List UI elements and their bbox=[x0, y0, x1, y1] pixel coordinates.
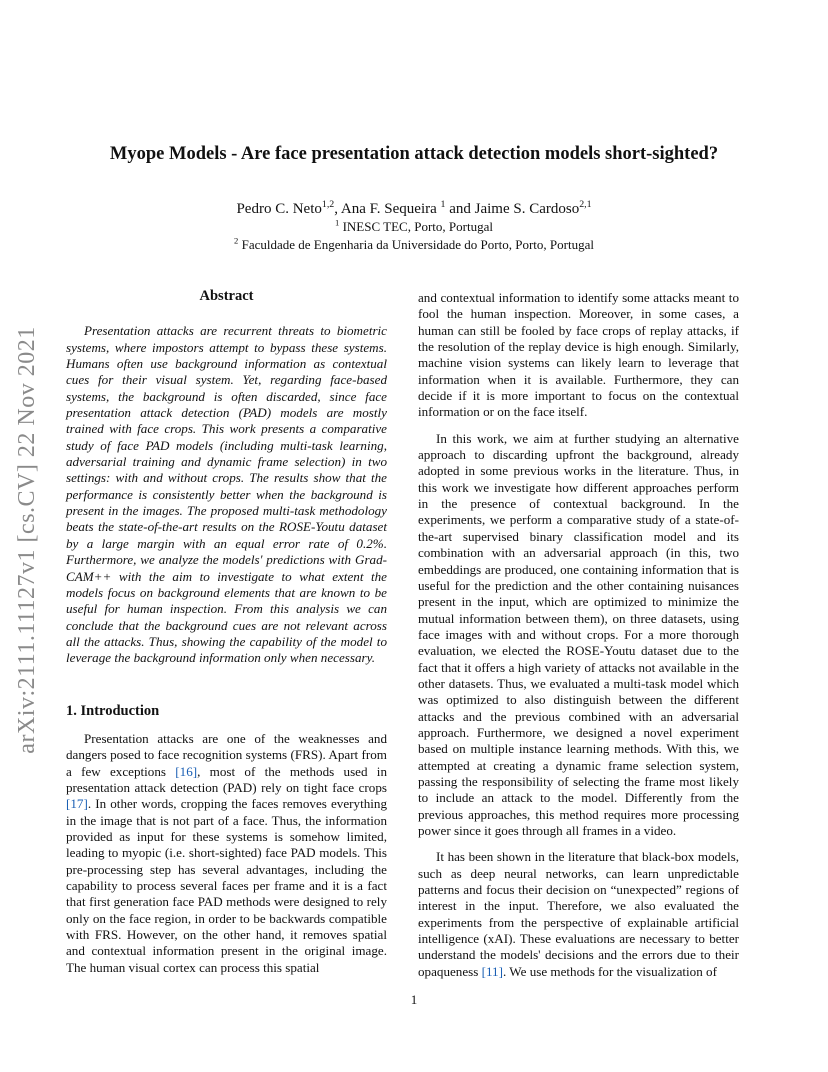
paragraph-text: Presentation attacks are one of the weaknesses and dangers posed to face recognition systems (FRS). Apart from a few exceptions bbox=[66, 730, 387, 779]
author-affiliation-mark: 1 bbox=[440, 199, 446, 210]
paragraph-text: . In other words, cropping the faces removes everything in the image that is not part of a face. Thus, the information provided as input for these systems is somehow limited, leading to myopic (i.e. short-sighted) face PAD models. This pre-processing step has several advantages, including the capability to process several faces per frame and it is a fact that first generation face PAD methods were designed to rely only on the face region, in order to be backwards compatible with FRS. However, on the other hand, it removes spatial and contextual information present in the original image. The human visual cortex can process this spatial bbox=[66, 796, 387, 975]
author-name: Ana F. Sequeira bbox=[340, 201, 441, 217]
citation-link[interactable]: [11] bbox=[481, 963, 503, 979]
affiliation-mark: 1 bbox=[335, 217, 340, 228]
arxiv-stamp: arXiv:2111.11127v1 [cs.CV] 22 Nov 2021 bbox=[14, 326, 40, 754]
affiliation-text: INESC TEC, Porto, Portugal bbox=[339, 219, 493, 234]
abstract-heading: Abstract bbox=[199, 288, 254, 304]
author-affiliation-mark: 1,2 bbox=[321, 199, 335, 210]
affiliation-text: Faculdade de Engenharia da Universidade do Porto, Porto, Portugal bbox=[238, 237, 594, 252]
citation-link[interactable]: [16] bbox=[175, 763, 198, 779]
paragraph-text: It has been shown in the literature that black-box models, such as deep neural networks, can learn unpredictable patterns and focus their decision on “unexpected” regions of interest in the input. Therefore, we also evaluated the experiments from the perspective of explainable artificial intelligence (xAI). These evaluations are necessary to better understand the models' decisions and the errors due to their opaqueness bbox=[418, 849, 739, 979]
citation-link[interactable]: [17] bbox=[66, 796, 88, 812]
author-name: Pedro C. Neto bbox=[236, 201, 322, 217]
author-separator: and bbox=[445, 201, 475, 217]
affiliation-mark: 2 bbox=[234, 235, 239, 246]
author-separator: , bbox=[334, 201, 341, 217]
paper-title: Myope Models - Are face presentation attack detection models short-sighted? bbox=[109, 144, 719, 164]
introduction-paragraph-1 bbox=[66, 731, 387, 976]
introduction-paragraph-2: In this work, we aim at further studying an alternative approach to discarding upfront the background, already adopted in some previous works in the literature. Thus, in this work we investigate how different approaches perform in the presence of contextual background. In the experiments, we perform a comparative study of a state-of-the-art supervised binary classification model and its combination with an adversarial approach (in this, two embeddings are produced, one containing information that is useful for the prediction and the other containing nuisances present in the input, which are optimized to minimize the mutual information between them), on three datasets, using face images with and without crops. For a more thorough evaluation, we elected the ROSE-Youtu dataset due to the fact that it offers a high variety of attacks not available in the other datasets. Thus, we evaluated a multi-task model which was optimized to also distinguish between the different attacks and the previous combined with an adversarial approach. Furthermore, we designed a novel experiment based on multiple instance learning methods. With this, we attempted at creating a dynamic frame selection system, passing the responsibility of selecting the frame most likely to include an attack to the model. Differently from the previous approaches, this method requires more processing power since it goes through all frames in a video. bbox=[418, 430, 739, 838]
introduction-heading: 1. Introduction bbox=[66, 702, 160, 719]
affiliation-2 bbox=[40, 237, 788, 253]
paragraph-text: , most of the methods used in presentation attack detection (PAD) rely on tight face crops bbox=[66, 763, 387, 795]
paragraph-text: . We use methods for the visualization of bbox=[502, 963, 717, 979]
author-list bbox=[40, 201, 788, 218]
affiliation-1 bbox=[40, 219, 788, 235]
page-number: 1 bbox=[410, 992, 418, 1007]
abstract-text: Presentation attacks are recurrent threats to biometric systems, where impostors attempt to bypass these systems. Humans often use background information as contextual cues for their visual system. Yet, regarding face-based systems, the background is often discarded, since face presentation attack detection (PAD) models are mostly trained with face crops. This work presents a comparative study of face PAD models (including multi-task learning, adversarial training and dynamic frame selection) in two settings: with and without crops. The results show that the performance is consistently better when the background is present in the images. The proposed multi-task methodology beats the state-of-the-art results on the ROSE-Youtu dataset by a large margin with an equal error rate of 0.2%. Furthermore, we analyze the models' predictions with Grad-CAM++ with the aim to investigate to what extent the models focus on background elements that are known to be useful for human inspection. From this analysis we can conclude that the background cues are not relevant across all the attacks. Thus, showing the capability of the model to leverage the background information only when necessary. bbox=[66, 323, 387, 666]
left-column bbox=[66, 288, 387, 976]
author-affiliation-mark: 2,1 bbox=[579, 199, 592, 210]
right-column bbox=[418, 290, 739, 980]
author-name: Jaime S. Cardoso bbox=[474, 201, 580, 217]
introduction-paragraph-1-continued: and contextual information to identify some attacks meant to fool the human inspection. Moreover, in some cases, a human can still be fooled by face crops of replay attacks, if the resolution of the replay device is high enough. Similarly, machine vision systems can likely learn to leverage that information when it is available. Furthermore, they can decide if it is more important to focus on the contextual information or on the face itself. bbox=[418, 290, 739, 420]
introduction-paragraph-3 bbox=[418, 849, 739, 980]
